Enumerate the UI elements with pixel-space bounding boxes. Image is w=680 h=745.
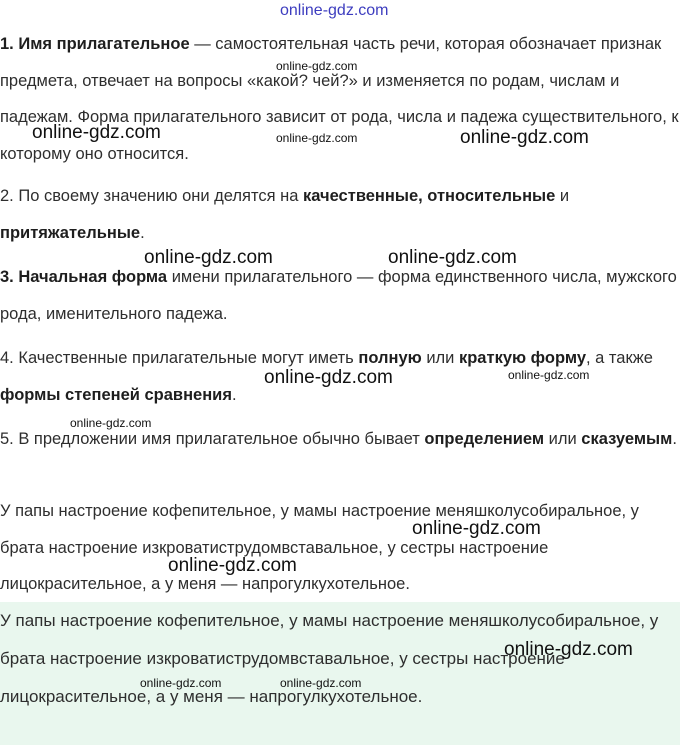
watermark: online-gdz.com — [508, 368, 590, 382]
p1-term: Имя прилагательное — [18, 35, 190, 53]
p4-mid-1: или — [421, 349, 459, 367]
watermark-top: online-gdz.com — [280, 2, 389, 19]
answer-text: У папы настроение кофепительное, у мамы настроение меняшколусобиральное, у брата настроение изкроватиструдомвставальное, у сестры настроение лицокрасительное, а у меня — напрогулкухотельное. — [0, 611, 659, 706]
paragraph-3 — [0, 259, 680, 332]
p3-num: 3. — [0, 268, 14, 286]
p5-start: 5. В предложении имя прилагательное обычно бывает — [0, 430, 425, 448]
p4-end: . — [231, 385, 237, 404]
p2-end: . — [140, 223, 145, 242]
watermark: online-gdz.com — [264, 367, 393, 388]
watermark: online-gdz.com — [32, 122, 161, 143]
p2-bold-2: притяжательные — [0, 223, 141, 242]
watermark: online-gdz.com — [504, 639, 633, 660]
watermark: online-gdz.com — [144, 247, 273, 268]
paragraph-2 — [0, 178, 680, 251]
p2-bold-1: качественные, относительные — [303, 187, 556, 205]
watermark: online-gdz.com — [70, 416, 152, 430]
p5-end: . — [672, 430, 677, 448]
p4-bold-1: полную — [358, 349, 422, 367]
p1-num: 1. — [0, 35, 14, 53]
watermark: online-gdz.com — [276, 131, 358, 145]
watermark: online-gdz.com — [412, 518, 541, 539]
p2-mid: и — [555, 187, 570, 205]
exercise-text: У папы настроение кофепительное, у мамы настроение меняшколусобиральное, у брата настроение изкроватиструдомвставальное, у сестры настроение лицокрасительное, а у меня — напрогулкухотельное. — [0, 502, 639, 593]
watermark: online-gdz.com — [168, 555, 297, 576]
p5-mid: или — [544, 430, 582, 448]
p3-term: Начальная форма — [18, 268, 168, 286]
p5-bold-2: сказуемым — [581, 430, 673, 448]
watermark: online-gdz.com — [276, 59, 358, 73]
watermark: online-gdz.com — [460, 127, 589, 148]
p3-rest: имени прилагательного — форма единственного числа, мужского рода, именительного падежа. — [0, 268, 677, 323]
watermark: online-gdz.com — [140, 676, 222, 690]
p2-start: 2. По своему значению они делятся на — [0, 187, 303, 205]
paragraph-1 — [0, 26, 680, 172]
p4-bold-3: формы степеней сравнения — [0, 385, 232, 404]
p4-bold-2: краткую форму — [458, 349, 586, 367]
p5-bold-1: определением — [424, 430, 545, 448]
p4-start: 4. Качественные прилагательные могут иметь — [0, 349, 359, 367]
answer-block — [0, 602, 680, 745]
p1-rest: — самостоятельная часть речи, которая обозначает признак предмета, отвечает на вопросы «какой? чей?» и изменяется по родам, числам и падежам. Форма прилагательного зависит от рода, числа и падежа существительного, к которому оно относится. — [0, 35, 679, 163]
watermark: online-gdz.com — [280, 676, 362, 690]
p4-mid-2: , а также — [586, 349, 653, 367]
watermark: online-gdz.com — [388, 247, 517, 268]
